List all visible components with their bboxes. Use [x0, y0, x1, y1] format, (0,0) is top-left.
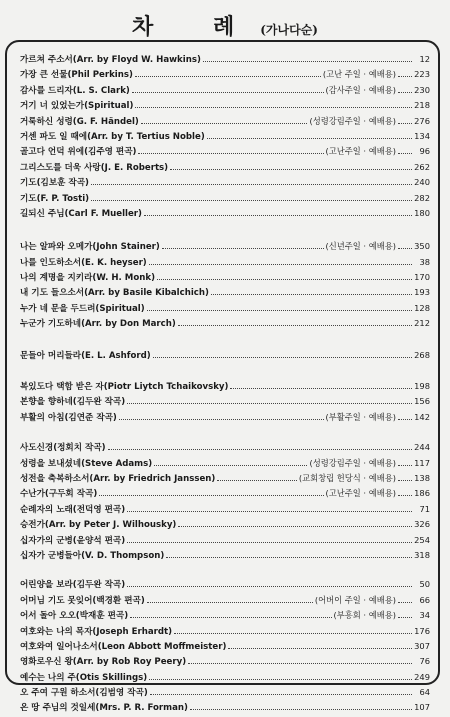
entry-page: 180	[414, 207, 430, 218]
entry-title: 여호와여 일어나소서(Leon Abbott Moffmeister)	[20, 641, 227, 652]
entry-title: 문들아 머리들라(E. L. Ashford)	[20, 350, 151, 361]
entry-title: 감사를 드리자(L. S. Clark)	[20, 85, 130, 96]
toc-heading	[0, 10, 450, 41]
entry-title: 십자가의 군병(윤양석 편곡)	[20, 535, 126, 546]
entry-page: 307	[414, 640, 430, 651]
entry-title: 나는 알파와 오메가(John Stainer)	[20, 242, 160, 253]
entry-note: (부흥회 · 예배용)	[333, 610, 396, 621]
dot-leader	[119, 418, 324, 420]
toc-group	[20, 379, 430, 425]
dot-leader	[130, 616, 331, 618]
toc-entry	[20, 175, 430, 190]
dot-leader	[154, 464, 307, 466]
dot-leader	[211, 293, 412, 295]
entry-title: 복있도다 택함 받은 자(Piotr Liytch Tchaikovsky)	[20, 382, 229, 393]
entry-title: 어린양을 보라(김두완 작곡)	[20, 580, 126, 591]
entry-title: 성령을 보내셨네(Steve Adams)	[20, 458, 153, 469]
entry-title: 부활의 아침(김연준 작곡)	[20, 412, 117, 423]
entry-page: 138	[414, 472, 430, 483]
dot-leader	[91, 199, 412, 201]
entry-title: 영화로우신 왕(Arr. by Rob Roy Peery)	[20, 657, 187, 668]
entry-title: 십자가 군병들아(V. D. Thompson)	[20, 550, 165, 561]
entry-title: 기도(F. P. Tosti)	[20, 193, 90, 204]
toc-entry	[20, 206, 430, 221]
dot-leader	[170, 168, 412, 170]
entry-title: 기도(김보훈 작곡)	[20, 178, 89, 189]
dot-leader	[127, 585, 412, 587]
entry-title: 여호와는 나의 목자(Joseph Erhardt)	[20, 626, 173, 637]
dot-leader	[127, 541, 412, 543]
dot-leader	[127, 510, 412, 512]
dot-leader	[398, 479, 412, 481]
dot-leader	[398, 464, 412, 466]
entry-title: 거센 파도 일 때에(Arr. by T. Tertius Noble)	[20, 131, 205, 142]
toc-entry	[20, 239, 430, 254]
dot-leader	[144, 214, 412, 216]
dot-leader	[398, 122, 412, 124]
dot-leader	[132, 91, 324, 93]
dot-leader	[217, 479, 296, 481]
entry-page: 244	[414, 442, 430, 453]
dot-leader	[135, 75, 321, 77]
dot-leader	[138, 152, 323, 154]
dot-leader	[157, 278, 412, 280]
entry-page: 176	[414, 625, 430, 636]
entry-note: (고난주일 · 예배용)	[325, 488, 396, 499]
dot-leader	[398, 91, 412, 93]
entry-title: 순례자의 노래(전덕영 편곡)	[20, 504, 126, 515]
toc-list	[20, 52, 430, 716]
toc-entry	[20, 670, 430, 685]
entry-title: 수난가(구두회 작곡)	[20, 489, 98, 500]
entry-page: 276	[414, 115, 430, 126]
dot-leader	[150, 693, 412, 695]
entry-note: (부활주일 · 예배용)	[325, 411, 396, 422]
toc-entry	[20, 440, 430, 455]
entry-title: 어머님 기도 못잊어(백경환 편곡)	[20, 595, 145, 606]
toc-entry	[20, 129, 430, 144]
toc-entry	[20, 410, 430, 425]
entry-page: 128	[414, 302, 430, 313]
entry-page: 66	[419, 594, 430, 605]
entry-title: 길되신 주님(Carl F. Mueller)	[20, 208, 142, 219]
entry-note: (고난주일 · 예배용)	[325, 146, 396, 157]
toc-entry	[20, 471, 430, 486]
entry-page: 198	[414, 381, 430, 392]
entry-page: 318	[414, 549, 430, 560]
toc-entry	[20, 394, 430, 409]
entry-page: 142	[414, 411, 430, 422]
toc-subtitle: (가나다순)	[260, 23, 318, 37]
entry-title: 내 기도 들으소서(Arr. by Basile Kibalchich)	[20, 288, 209, 299]
entry-title: 오 주여 구원 하소서(김범영 작곡)	[20, 688, 148, 699]
toc-entry	[20, 316, 430, 331]
dot-leader	[190, 708, 412, 710]
toc-entry	[20, 548, 430, 563]
toc-entry	[20, 83, 430, 98]
entry-title: 나를 인도하소서(E. K. heyser)	[20, 257, 147, 268]
toc-entry	[20, 533, 430, 548]
entry-page: 350	[414, 241, 430, 252]
dot-leader	[203, 60, 412, 62]
entry-title: 본향을 향하네(김두완 작곡)	[20, 397, 126, 408]
toc-entry	[20, 486, 430, 501]
entry-page: 186	[414, 488, 430, 499]
toc-entry	[20, 700, 430, 715]
toc-entry	[20, 285, 430, 300]
entry-page: 212	[414, 318, 430, 329]
dot-leader	[108, 448, 412, 450]
toc-entry	[20, 348, 430, 363]
entry-page: 34	[419, 610, 430, 621]
toc-entry	[20, 379, 430, 394]
dot-leader	[162, 247, 324, 249]
entry-page: 223	[414, 69, 430, 80]
entry-title: 성전을 축복하소서(Arr. by Friedrich Janssen)	[20, 473, 216, 484]
dot-leader	[166, 556, 412, 558]
entry-note: (감사주일 · 예배용)	[325, 84, 396, 95]
toc-group	[20, 348, 430, 363]
dot-leader	[398, 75, 412, 77]
entry-note: (성령강림주일 · 예배용)	[309, 115, 396, 126]
dot-leader	[207, 137, 412, 139]
entry-title: 골고다 언덕 위에(김주영 편곡)	[20, 147, 137, 158]
dot-leader	[149, 263, 412, 265]
dot-leader	[91, 183, 412, 185]
entry-title: 나의 계명을 지키라(W. H. Monk)	[20, 273, 156, 284]
dot-leader	[153, 356, 412, 358]
toc-entry	[20, 517, 430, 532]
toc-entry	[20, 144, 430, 159]
entry-page: 262	[414, 161, 430, 172]
entry-title: 가르쳐 주소서(Arr. by Floyd W. Hawkins)	[20, 55, 201, 65]
toc-entry	[20, 577, 430, 592]
entry-page: 282	[414, 192, 430, 203]
entry-page: 170	[414, 272, 430, 283]
dot-leader	[230, 387, 412, 389]
dot-leader	[127, 402, 412, 404]
entry-page: 156	[414, 396, 430, 407]
toc-entry	[20, 98, 430, 113]
toc-entry	[20, 114, 430, 129]
dot-leader	[135, 106, 412, 108]
toc-group	[20, 440, 430, 563]
dot-leader	[178, 525, 412, 527]
entry-note: (신년주일 · 예배용)	[325, 241, 396, 252]
toc-entry	[20, 608, 430, 623]
dot-leader	[99, 494, 323, 496]
dot-leader	[398, 152, 412, 154]
entry-page: 12	[419, 54, 430, 64]
entry-page: 218	[414, 100, 430, 111]
entry-page: 134	[414, 130, 430, 141]
toc-entry	[20, 502, 430, 517]
dot-leader	[398, 616, 412, 618]
dot-leader	[398, 601, 412, 603]
toc-group	[20, 52, 430, 221]
toc-entry	[20, 270, 430, 285]
entry-note: (고난 주일 · 예배용)	[322, 69, 396, 80]
toc-group	[20, 239, 430, 331]
entry-page: 230	[414, 84, 430, 95]
toc-entry	[20, 456, 430, 471]
toc-entry	[20, 67, 430, 82]
entry-title: 승전가(Arr. by Peter J. Wilhousky)	[20, 520, 177, 531]
entry-page: 76	[419, 656, 430, 667]
entry-title: 가장 큰 선물(Phil Perkins)	[20, 70, 133, 81]
entry-page: 71	[419, 503, 430, 514]
toc-entry	[20, 255, 430, 270]
entry-note: (어버이 주일 · 예배용)	[314, 594, 396, 605]
entry-page: 107	[414, 702, 430, 713]
toc-entry	[20, 639, 430, 654]
toc-group	[20, 577, 430, 716]
toc-entry	[20, 624, 430, 639]
dot-leader	[228, 647, 412, 649]
entry-title: 사도신경(정회치 작곡)	[20, 443, 106, 454]
dot-leader	[149, 678, 412, 680]
dot-leader	[147, 601, 313, 603]
dot-leader	[398, 418, 412, 420]
entry-page: 268	[414, 349, 430, 360]
toc-entry	[20, 685, 430, 700]
entry-title: 어서 돌아 오오(박재훈 편곡)	[20, 611, 129, 622]
toc-entry	[20, 593, 430, 608]
entry-page: 249	[414, 671, 430, 682]
entry-page: 254	[414, 534, 430, 545]
toc-title: 차 례	[132, 14, 261, 40]
entry-page: 96	[419, 146, 430, 157]
entry-title: 누군가 기도하네(Arr. by Don March)	[20, 319, 176, 330]
entry-page: 326	[414, 519, 430, 530]
dot-leader	[398, 494, 412, 496]
entry-page: 193	[414, 287, 430, 298]
entry-page: 117	[414, 457, 430, 468]
entry-title: 예수는 나의 주(Otis Skillings)	[20, 672, 148, 683]
entry-title: 거기 너 있었는가(Spiritual)	[20, 101, 134, 112]
toc-entry	[20, 160, 430, 175]
dot-leader	[174, 632, 412, 634]
entry-title: 누가 네 문을 두드려(Spiritual)	[20, 303, 145, 314]
entry-title: 거룩하신 성령(G. F. Händel)	[20, 116, 139, 127]
toc-entry	[20, 191, 430, 206]
entry-page: 240	[414, 177, 430, 188]
toc-entry	[20, 654, 430, 669]
entry-note: (교회창립 헌당식 · 예배용)	[298, 472, 396, 483]
dot-leader	[178, 324, 412, 326]
entry-note: (성령강림주일 · 예배용)	[309, 457, 396, 468]
entry-page: 38	[419, 256, 430, 267]
dot-leader	[141, 122, 308, 124]
entry-page: 64	[419, 687, 430, 698]
dot-leader	[188, 662, 412, 664]
entry-title: 그리스도를 더욱 사랑(J. E. Roberts)	[20, 162, 169, 173]
entry-page: 50	[419, 579, 430, 590]
dot-leader	[147, 309, 412, 311]
dot-leader	[398, 247, 412, 249]
entry-title: 온 땅 주님의 것일세(Mrs. P. R. Forman)	[20, 703, 188, 714]
toc-entry	[20, 301, 430, 316]
toc-entry	[20, 52, 430, 67]
